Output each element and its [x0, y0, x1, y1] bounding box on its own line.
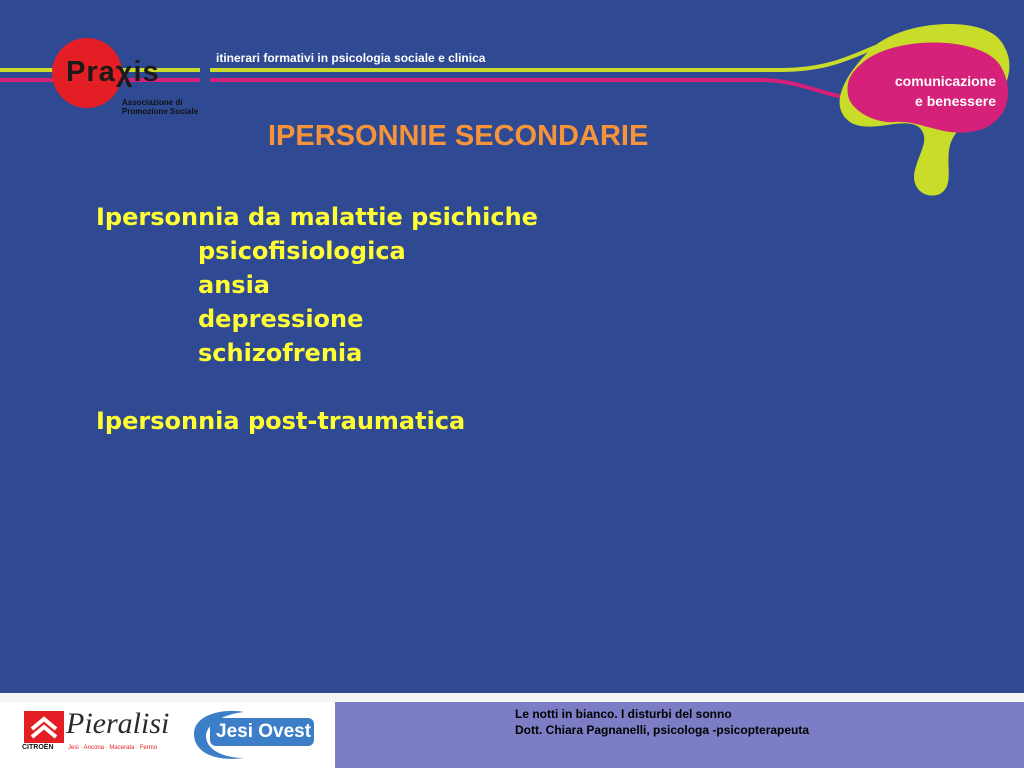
section-heading-psychic: Ipersonnia da malattie psichiche	[96, 203, 538, 231]
section-heading-post-traumatic: Ipersonnia post-traumatica	[96, 407, 466, 435]
list-item: ansia	[198, 271, 270, 299]
pieralisi-logo-text: Pieralisi	[66, 707, 170, 740]
footer-credits	[515, 706, 809, 738]
pieralisi-subtitle: Jesi · Ancona · Macerata · Fermo	[68, 745, 158, 751]
footer-divider	[0, 693, 1024, 702]
list-item: psicofisiologica	[198, 237, 406, 265]
jesi-ovest-subtitle: II Circoscrizione	[230, 746, 295, 756]
citroen-label: CITROËN	[22, 744, 54, 751]
brand-line-1: comunicazione	[894, 73, 996, 89]
list-item: schizofrenia	[198, 339, 363, 367]
praxis-logo-text: Praχis	[66, 56, 160, 88]
jesi-ovest-logo-text: Jesi Ovest	[216, 721, 312, 742]
logo-sub-line-1: Associazione di	[122, 98, 183, 107]
praxis-logo-subtitle	[122, 98, 222, 116]
logo-sub-line-2: Promozione Sociale	[122, 107, 199, 116]
footer-line-2: Dott. Chiara Pagnanelli, psicologa -psicopterapeuta	[515, 723, 810, 737]
brand-line-2: e benessere	[915, 93, 996, 109]
slide-content	[96, 200, 538, 438]
slide-title: IPERSONNIE SECONDARIE	[268, 120, 649, 152]
header-tagline: itinerari formativi in psicologia sociale e clinica	[216, 51, 486, 65]
list-item: depressione	[198, 305, 364, 333]
brand-label	[895, 71, 996, 111]
spacer	[96, 370, 538, 404]
footer-line-1: Le notti in bianco. I disturbi del sonno	[515, 707, 732, 721]
